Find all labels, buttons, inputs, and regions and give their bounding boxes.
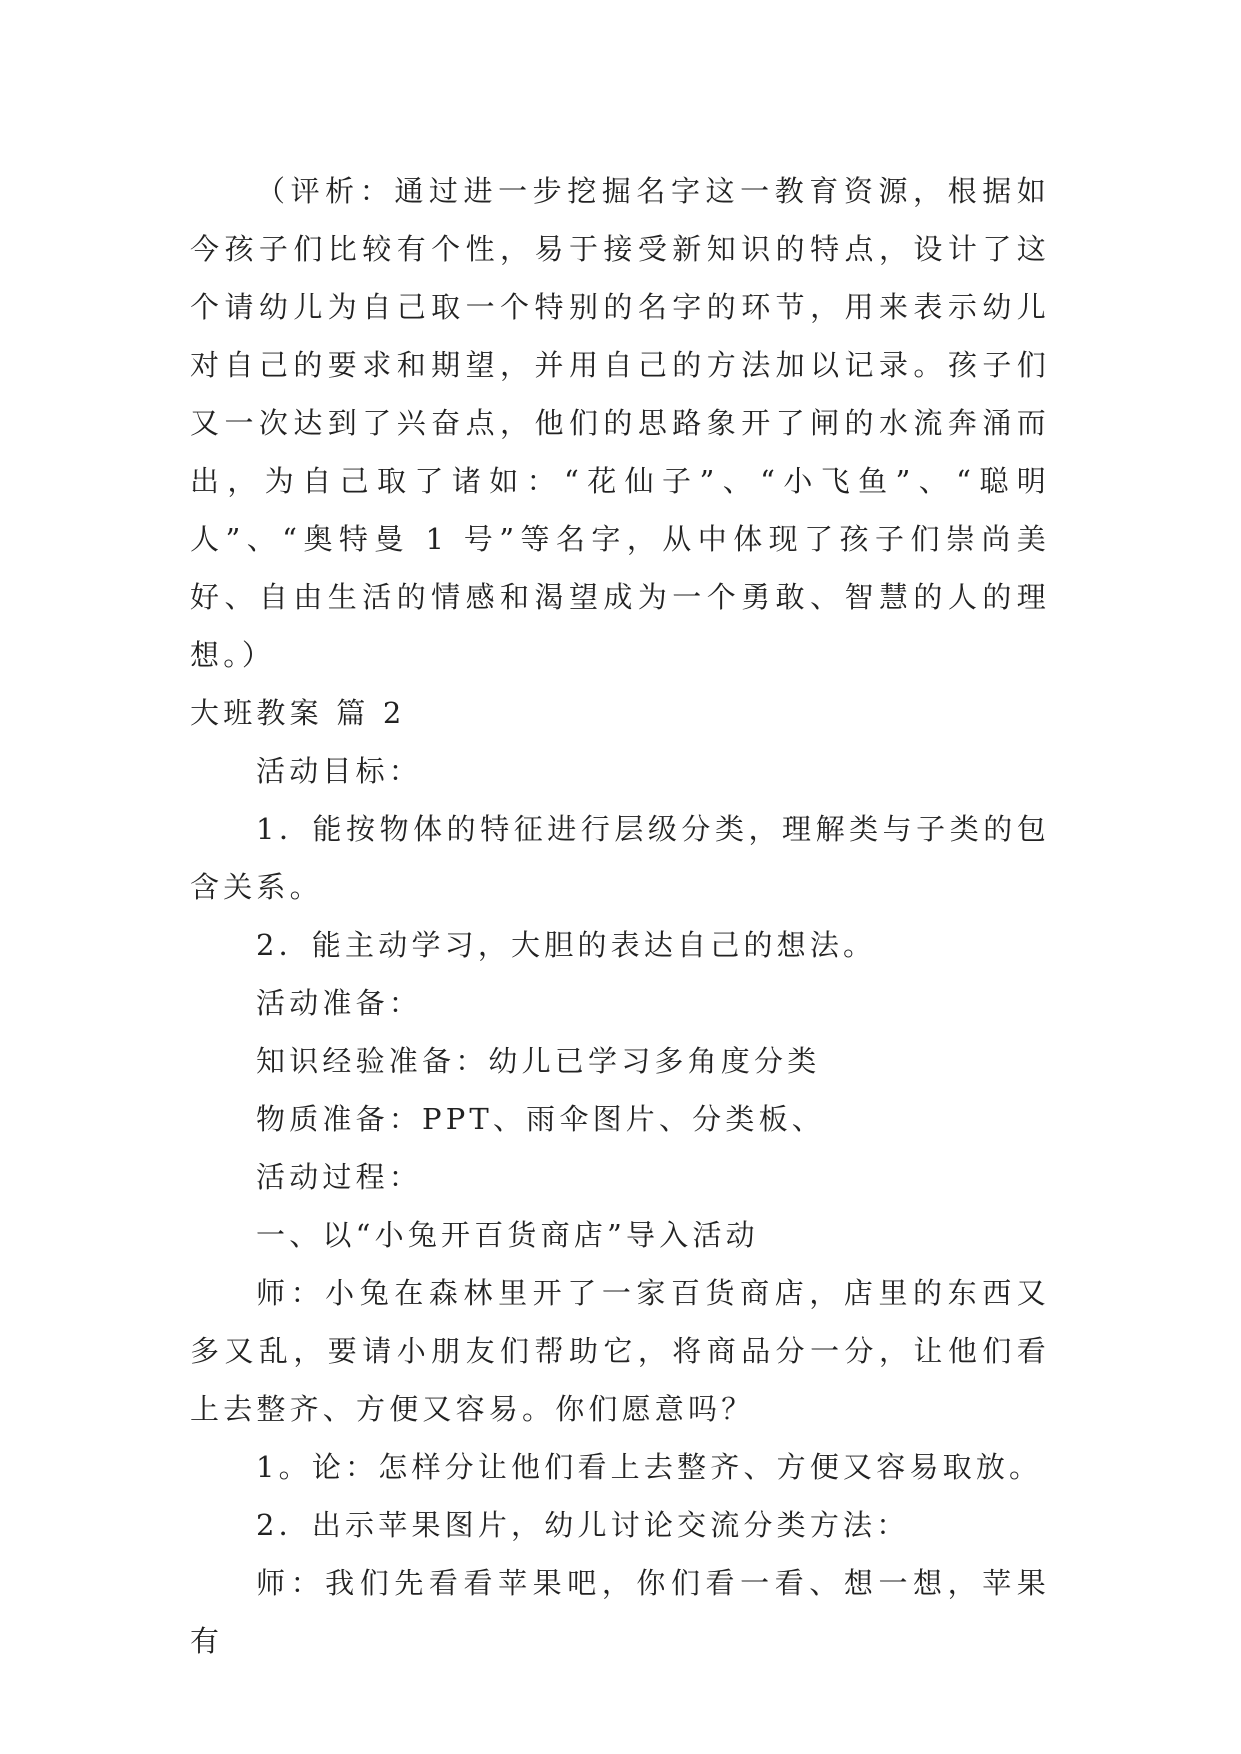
paragraph-material-prep: 物质准备：PPT、雨伞图片、分类板、: [256, 1102, 825, 1136]
paragraph-goal-2: 2．能主动学习，大胆的表达自己的想法。: [256, 928, 877, 962]
paragraph-knowledge-prep: 知识经验准备：幼儿已学习多角度分类: [256, 1044, 821, 1078]
paragraph-goal-1: 1．能按物体的特征进行层级分类，理解类与子类的包含关系。: [190, 812, 1050, 904]
paragraph-discussion: 1。论：怎样分让他们看上去整齐、方便又容易取放。: [256, 1450, 1043, 1484]
paragraph-teacher-intro: 师：小兔在森林里开了一家百货商店，店里的东西又多又乱，要请小朋友们帮助它，将商品分一分，让他们看上去整齐、方便又容易。你们愿意吗？: [190, 1276, 1050, 1426]
paragraph-show-apple: 2．出示苹果图片，幼儿讨论交流分类方法：: [256, 1508, 910, 1542]
paragraph-commentary: （评析：通过进一步挖掘名字这一教育资源，根据如今孩子们比较有个性，易于接受新知识的特点，设计了这个请幼儿为自己取一个特别的名字的环节，用来表示幼儿对自己的要求和期望，并用自己的方法加以记录。孩子们又一次达到了兴奋点，他们的思路象开了闸的水流奔涌而出，为自己取了诸如：“花仙子”、“小飞鱼”、“聪明人”、“奥特曼 1 号”等名字，从中体现了孩子们崇尚美好、自由生活的情感和渴望成为一个勇敢、智慧的人的理想。）: [190, 174, 1050, 672]
paragraph-process-heading: 活动过程：: [256, 1160, 423, 1194]
paragraph-prep-heading: 活动准备：: [256, 986, 423, 1020]
document-body: [190, 162, 1050, 1670]
paragraph-step-1: 一、以“小兔开百货商店”导入活动: [256, 1218, 759, 1252]
paragraph-teacher-apple: 师：我们先看看苹果吧，你们看一看、想一想，苹果有: [190, 1566, 1050, 1658]
section-heading: 大班教案 篇 2: [190, 696, 406, 730]
paragraph-goals-heading: 活动目标：: [256, 754, 423, 788]
